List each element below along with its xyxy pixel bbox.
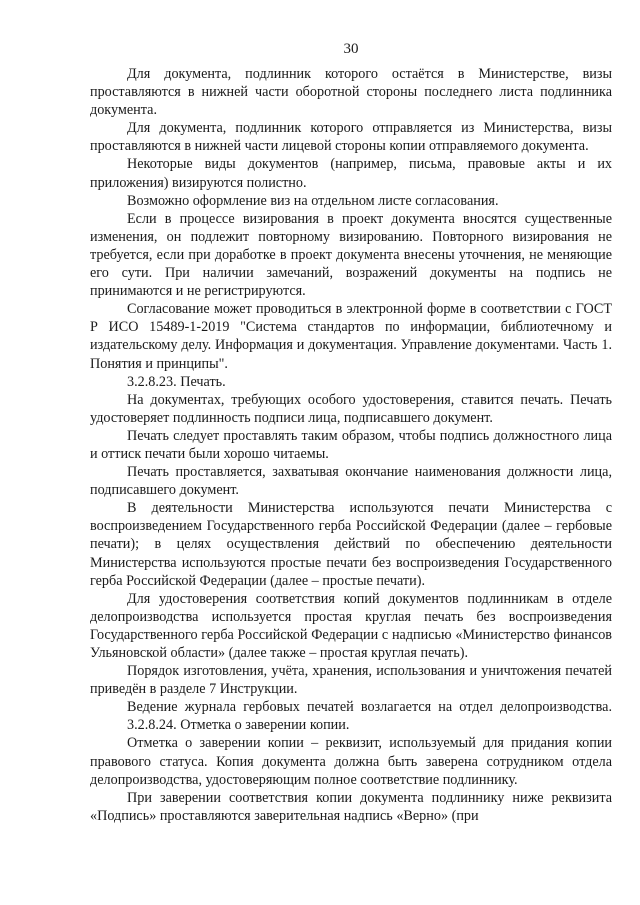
paragraph-seal-journal: Ведение журнала гербовых печатей возлагается на отдел делопроизводства. — [127, 699, 612, 716]
paragraph-seal-purpose: На документах, требующих особого удостоверения, ставится печать. Печать удостоверяет подлинность подписи лица, подписавшего документ. — [90, 391, 612, 426]
paragraph-separate-sheet: Возможно оформление виз на отдельном листе согласования. — [127, 192, 499, 209]
paragraph-seal-placement: Печать следует проставлять таким образом, чтобы подпись должностного лица и оттиск печати были хорошо читаемы. — [90, 427, 612, 462]
paragraph-electronic-approval: Согласование может проводиться в электронной форме в соответствии с ГОСТ Р ИСО 15489-1-2019 "Система стандартов по информации, библиотечному и издательскому делу. Информация и документация. Управление документами. Часть 1. Понятия и принципы". — [90, 301, 612, 372]
paragraph-copy-certification: Отметка о заверении копии – реквизит, используемый для придания копии правового статуса. Копия документа должна быть заверена сотрудником отдела делопроизводства, удостоверяющим полное соответствие подлиннику. — [90, 735, 612, 788]
paragraph-original-sent: Для документа, подлинник которого отправляется из Министерства, визы проставляются в нижней части лицевой стороны копии отправляемого документа. — [90, 120, 612, 155]
paragraph-seal-position: Печать проставляется, захватывая окончание наименования должности лица, подписавшего документ. — [90, 464, 612, 499]
section-heading-seal: 3.2.8.23. Печать. — [127, 373, 226, 390]
paragraph-seal-types: В деятельности Министерства используются печати Министерства с воспроизведением Государственного герба Российской Федерации (далее – гербовые печати); в целях осуществления действий по обеспечению деятельности Министерства используются простые печати без воспроизведения Государственного герба Российской Федерации (далее – простые печати). — [90, 500, 612, 589]
page-number: 30 — [343, 41, 359, 57]
paragraph-original-stays: Для документа, подлинник которого остаётся в Министерстве, визы проставляются в нижней части оборотной стороны последнего листа подлинника документа. — [90, 66, 612, 119]
section-heading-copy-certification: 3.2.8.24. Отметка о заверении копии. — [127, 717, 350, 734]
paragraph-page-by-page: Некоторые виды документов (например, письма, правовые акты и их приложения) визируются полистно. — [90, 156, 612, 191]
paragraph-seal-procedure: Порядок изготовления, учёта, хранения, использования и уничтожения печатей приведён в разделе 7 Инструкции. — [90, 663, 612, 698]
paragraph-certification-inscription: При заверении соответствия копии документа подлиннику ниже реквизита «Подпись» проставляются заверительная надпись «Верно» (при — [90, 789, 612, 824]
paragraph-re-approval: Если в процессе визирования в проект документа вносятся существенные изменения, он подлежит повторному визированию. Повторного визирования не требуется, если при доработке в проект документа внесены уточнения, не меняющие его сути. При наличии замечаний, возражений документы на подпись не принимаются и не регистрируются. — [90, 210, 612, 300]
paragraph-round-seal: Для удостоверения соответствия копий документов подлинникам в отделе делопроизводства используется простая круглая печать без воспроизведения Государственного герба Российской Федерации с надписью «Министерство финансов Ульяновской области» (далее также – простая круглая печать). — [90, 590, 612, 661]
